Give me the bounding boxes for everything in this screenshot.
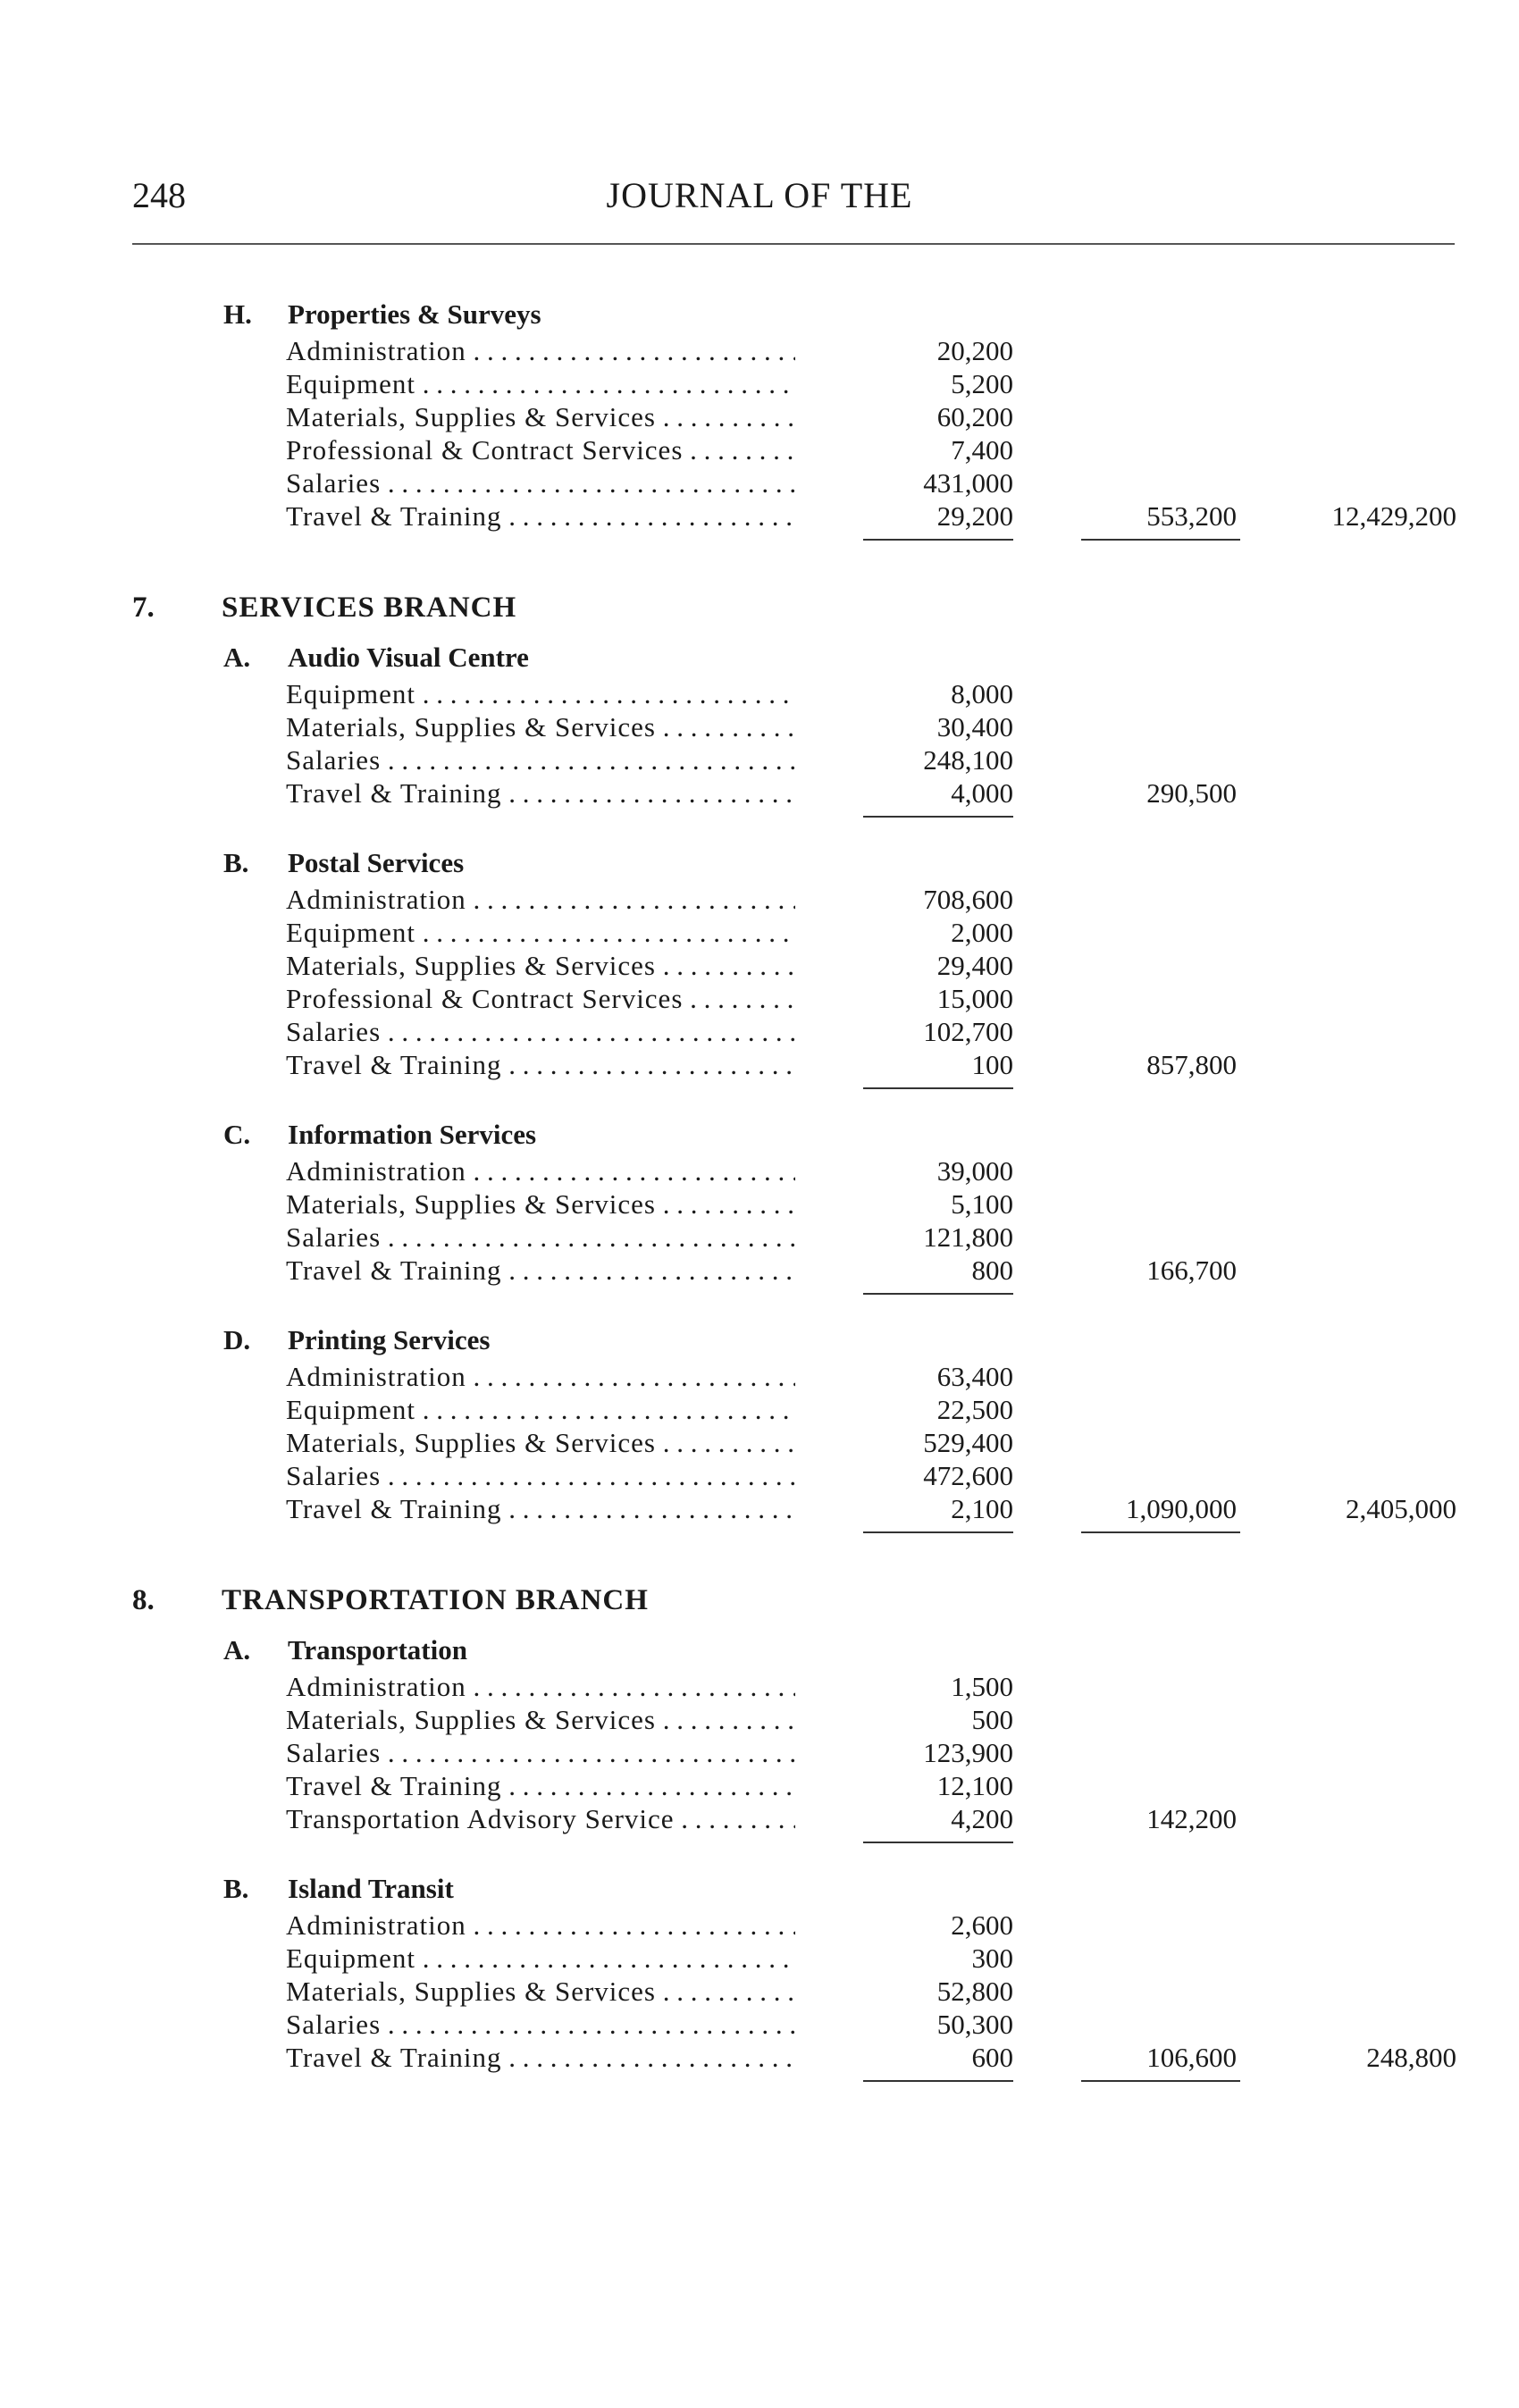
line-item-label: Travel & Training . . . — [286, 1254, 795, 1287]
branch-header-services — [0, 566, 1519, 638]
section-letter: B. — [223, 1873, 249, 1904]
line-item-label: Salaries . . . — [286, 743, 795, 776]
line-item-label: Administration . . . — [286, 334, 795, 367]
line-item-label: Equipment . . . — [286, 677, 795, 710]
line-item-label: Salaries . . . — [286, 1015, 795, 1048]
line-item — [0, 776, 1519, 810]
line-item-label: Professional & Contract Services . . . — [286, 433, 795, 466]
line-item — [0, 883, 1519, 916]
section-properties-surveys — [0, 295, 1519, 533]
line-item-amount: 8,000 — [951, 678, 1013, 709]
line-item-label: Administration . . . — [286, 1154, 795, 1187]
branch-number: 7. — [132, 592, 155, 624]
section-letter: A. — [223, 642, 251, 673]
line-item — [0, 334, 1519, 367]
line-item-amount: 1,500 — [951, 1671, 1013, 1702]
line-item — [0, 466, 1519, 499]
line-item — [0, 1221, 1519, 1254]
line-item — [0, 433, 1519, 466]
section-title: Island Transit — [288, 1873, 454, 1904]
branch-total: 2,405,000 — [1346, 1493, 1456, 1524]
line-item — [0, 949, 1519, 982]
amount-rule — [863, 1842, 1013, 1843]
line-item — [0, 1154, 1519, 1187]
line-item — [0, 1254, 1519, 1287]
line-item-amount: 22,500 — [936, 1394, 1013, 1425]
amount-rule — [863, 539, 1013, 541]
line-item-label: Materials, Supplies & Services . . . — [286, 1975, 795, 2008]
line-item — [0, 1802, 1519, 1835]
section-letter: H. — [223, 298, 252, 330]
line-item — [0, 1942, 1519, 1975]
section-postal-services — [0, 843, 1519, 1081]
section-subtotal: 290,500 — [1146, 777, 1237, 809]
line-item — [0, 710, 1519, 743]
section-header — [0, 1869, 1519, 1909]
section-header — [0, 1115, 1519, 1154]
line-item-label: Travel & Training . . . — [286, 1048, 795, 1081]
line-item-label: Salaries . . . — [286, 1221, 795, 1254]
line-item-amount: 30,400 — [936, 711, 1013, 743]
line-item — [0, 499, 1519, 533]
line-item-label: Administration . . . — [286, 1360, 795, 1393]
page-number: 248 — [132, 175, 186, 215]
section-title: Printing Services — [288, 1324, 491, 1355]
section-header — [0, 1321, 1519, 1360]
line-item — [0, 1015, 1519, 1048]
section-printing-services — [0, 1321, 1519, 1525]
line-item-amount: 123,900 — [923, 1737, 1013, 1768]
line-item — [0, 1426, 1519, 1459]
line-item — [0, 1975, 1519, 2008]
section-header — [0, 638, 1519, 677]
line-item-amount: 472,600 — [923, 1460, 1013, 1491]
section-title: Audio Visual Centre — [288, 642, 529, 673]
section-letter: B. — [223, 847, 249, 878]
line-item — [0, 916, 1519, 949]
line-item-amount: 2,600 — [951, 1909, 1013, 1941]
line-item — [0, 400, 1519, 433]
line-item — [0, 1769, 1519, 1802]
section-subtotal: 142,200 — [1146, 1803, 1237, 1834]
branch-number: 8. — [132, 1584, 155, 1616]
line-item-amount: 121,800 — [923, 1221, 1013, 1253]
line-item-label: Travel & Training . . . — [286, 499, 795, 533]
section-subtotal: 857,800 — [1146, 1049, 1237, 1080]
line-item-label: Travel & Training . . . — [286, 1492, 795, 1525]
branch-title: SERVICES BRANCH — [222, 592, 517, 624]
line-item-amount: 300 — [971, 1942, 1013, 1974]
line-item — [0, 1048, 1519, 1081]
line-item-label: Salaries . . . — [286, 466, 795, 499]
line-item-label: Administration . . . — [286, 883, 795, 916]
subtotal-rule — [1081, 2080, 1240, 2082]
line-item — [0, 1670, 1519, 1703]
line-item-amount: 600 — [971, 2042, 1013, 2073]
line-item — [0, 1360, 1519, 1393]
line-item — [0, 1736, 1519, 1769]
section-letter: C. — [223, 1119, 251, 1150]
section-audio-visual-centre — [0, 638, 1519, 810]
line-item-label: Equipment . . . — [286, 916, 795, 949]
amount-rule — [863, 1531, 1013, 1533]
line-item-amount: 12,100 — [936, 1770, 1013, 1801]
line-item-amount: 20,200 — [936, 335, 1013, 366]
line-item — [0, 1459, 1519, 1492]
section-transportation — [0, 1631, 1519, 1835]
line-item-amount: 63,400 — [936, 1361, 1013, 1392]
branch-header-transportation — [0, 1559, 1519, 1631]
line-item-label: Materials, Supplies & Services . . . — [286, 1187, 795, 1221]
amount-rule — [863, 2080, 1013, 2082]
section-subtotal: 106,600 — [1146, 2042, 1237, 2073]
line-item — [0, 367, 1519, 400]
line-item-label: Equipment . . . — [286, 1942, 795, 1975]
line-item-label: Salaries . . . — [286, 1736, 795, 1769]
section-header — [0, 1631, 1519, 1670]
line-item-amount: 29,200 — [936, 500, 1013, 532]
section-header — [0, 843, 1519, 883]
amount-rule — [863, 1087, 1013, 1089]
line-item-amount: 529,400 — [923, 1427, 1013, 1458]
line-item-amount: 50,300 — [936, 2009, 1013, 2040]
line-item-amount: 4,200 — [951, 1803, 1013, 1834]
line-item-label: Salaries . . . — [286, 2008, 795, 2041]
section-title: Postal Services — [288, 847, 465, 878]
line-item-amount: 4,000 — [951, 777, 1013, 809]
section-subtotal: 166,700 — [1146, 1254, 1237, 1286]
branch-total: 12,429,200 — [1331, 500, 1456, 532]
line-item-label: Equipment . . . — [286, 367, 795, 400]
line-item-label: Administration . . . — [286, 1909, 795, 1942]
branch-title: TRANSPORTATION BRANCH — [222, 1584, 649, 1616]
line-item-amount: 431,000 — [923, 467, 1013, 499]
line-item — [0, 1909, 1519, 1942]
line-item-amount: 5,200 — [951, 368, 1013, 399]
line-item — [0, 743, 1519, 776]
journal-title: JOURNAL OF THE — [606, 175, 913, 215]
line-item-amount: 29,400 — [936, 950, 1013, 981]
subtotal-rule — [1081, 1531, 1240, 1533]
line-item-amount: 52,800 — [936, 1976, 1013, 2007]
line-item — [0, 1703, 1519, 1736]
line-item — [0, 982, 1519, 1015]
line-item-amount: 60,200 — [936, 401, 1013, 432]
header-divider — [132, 243, 1455, 245]
line-item-label: Materials, Supplies & Services . . . — [286, 400, 795, 433]
line-item — [0, 2041, 1519, 2074]
line-item-amount: 102,700 — [923, 1016, 1013, 1047]
section-subtotal: 553,200 — [1146, 500, 1237, 532]
appropriations-list — [0, 295, 1519, 2074]
line-item-label: Professional & Contract Services . . . — [286, 982, 795, 1015]
line-item-amount: 5,100 — [951, 1188, 1013, 1220]
line-item-label: Equipment . . . — [286, 1393, 795, 1426]
line-item-label: Materials, Supplies & Services . . . — [286, 710, 795, 743]
amount-rule — [863, 816, 1013, 818]
line-item-label: Travel & Training . . . — [286, 776, 795, 810]
line-item-amount: 500 — [971, 1704, 1013, 1735]
section-subtotal: 1,090,000 — [1126, 1493, 1237, 1524]
line-item — [0, 1393, 1519, 1426]
line-item-amount: 708,600 — [923, 884, 1013, 915]
section-title: Properties & Surveys — [288, 298, 541, 330]
line-item-amount: 39,000 — [936, 1155, 1013, 1187]
section-island-transit — [0, 1869, 1519, 2074]
line-item — [0, 1187, 1519, 1221]
line-item-label: Travel & Training . . . — [286, 2041, 795, 2074]
line-item-label: Salaries . . . — [286, 1459, 795, 1492]
line-item-label: Travel & Training . . . — [286, 1769, 795, 1802]
line-item-amount: 2,100 — [951, 1493, 1013, 1524]
section-letter: D. — [223, 1324, 251, 1355]
branch-total: 248,800 — [1366, 2042, 1456, 2073]
section-letter: A. — [223, 1634, 251, 1665]
section-title: Information Services — [288, 1119, 537, 1150]
line-item-amount: 15,000 — [936, 983, 1013, 1014]
line-item — [0, 1492, 1519, 1525]
line-item — [0, 677, 1519, 710]
line-item-amount: 7,400 — [951, 434, 1013, 466]
line-item-amount: 100 — [971, 1049, 1013, 1080]
line-item — [0, 2008, 1519, 2041]
line-item-label: Administration . . . — [286, 1670, 795, 1703]
line-item-label: Materials, Supplies & Services . . . — [286, 949, 795, 982]
line-item-label: Transportation Advisory Service . . . — [286, 1802, 795, 1835]
section-title: Transportation — [288, 1634, 467, 1665]
line-item-label: Materials, Supplies & Services . . . — [286, 1703, 795, 1736]
line-item-amount: 2,000 — [951, 917, 1013, 948]
line-item-label: Materials, Supplies & Services . . . — [286, 1426, 795, 1459]
line-item-amount: 248,100 — [923, 744, 1013, 776]
amount-rule — [863, 1293, 1013, 1295]
section-information-services — [0, 1115, 1519, 1287]
section-header — [0, 295, 1519, 334]
line-item-amount: 800 — [971, 1254, 1013, 1286]
subtotal-rule — [1081, 539, 1240, 541]
